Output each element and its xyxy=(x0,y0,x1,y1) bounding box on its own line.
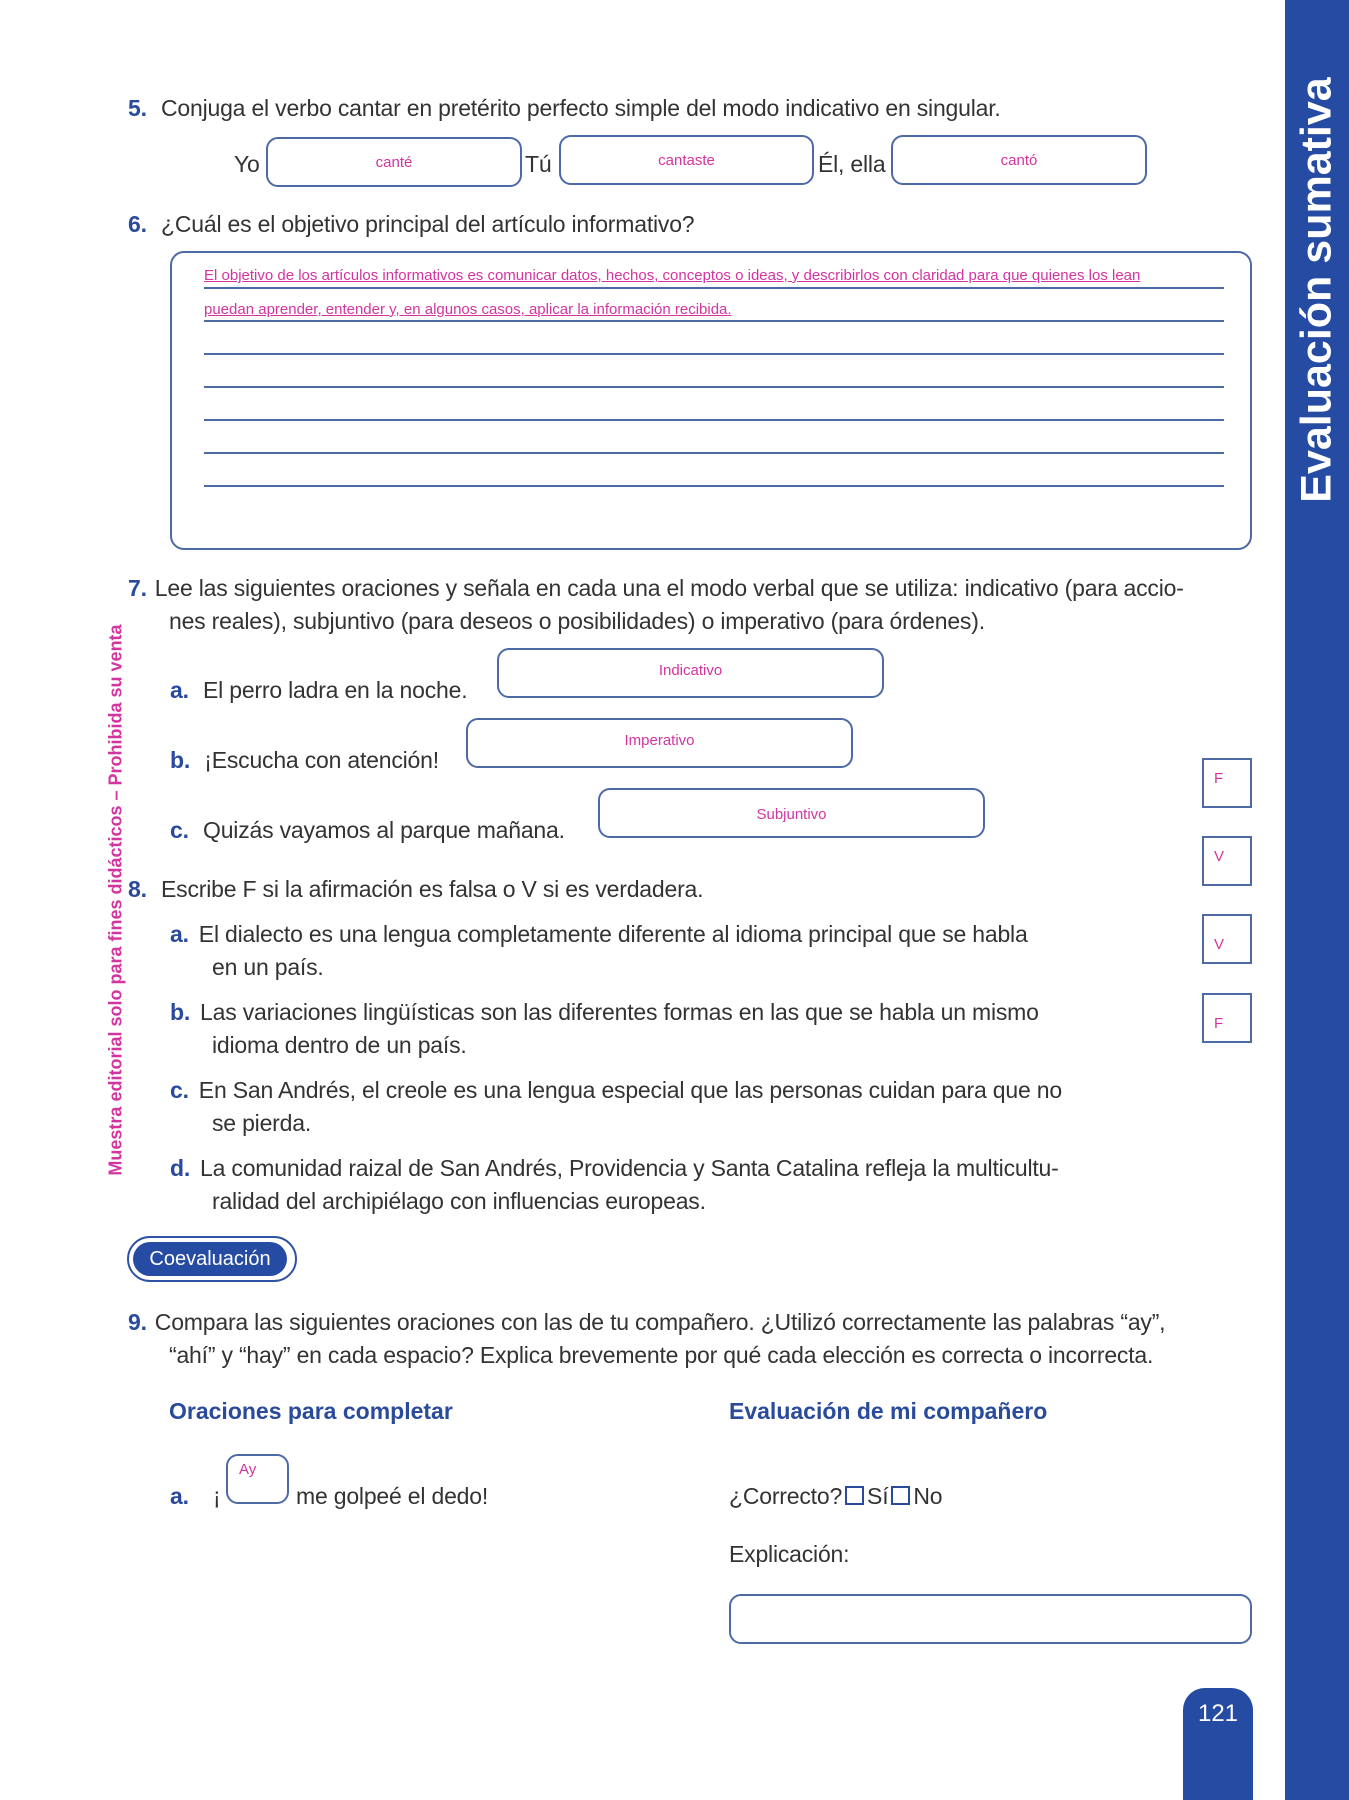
item-text-line1: La comunidad raizal de San Andrés, Providencia y Santa Catalina refleja la multicultu- xyxy=(200,1155,1059,1181)
tf-box-b[interactable] xyxy=(1202,836,1252,886)
answer-text: Indicativo xyxy=(658,662,723,679)
correct-label: ¿Correcto? xyxy=(729,1483,843,1509)
item-letter: d. xyxy=(170,1155,191,1181)
question-number: 6. xyxy=(128,211,147,237)
checkbox-si[interactable] xyxy=(845,1486,864,1505)
checkbox-no[interactable] xyxy=(891,1486,910,1505)
q7-item-a xyxy=(170,674,467,707)
answer-text: F xyxy=(1214,1015,1224,1032)
item-letter: a. xyxy=(170,921,189,947)
answer-text: V xyxy=(1214,848,1225,865)
ruled-line xyxy=(204,353,1224,355)
question-5 xyxy=(128,92,1001,125)
ruled-line xyxy=(204,287,1224,289)
question-prompt-line1: Compara las siguientes oraciones con las de tu compañero. ¿Utilizó correctamente las palabras “ay”, xyxy=(154,1309,1166,1335)
no-label: No xyxy=(913,1483,943,1509)
answer-line-1: El objetivo de los artículos informativos es comunicar datos, hechos, conceptos o ideas, y describirlos con claridad para que quienes los lean xyxy=(204,267,1141,284)
answer-box-yo[interactable] xyxy=(266,137,522,187)
question-prompt: Escribe F si la afirmación es falsa o V si es verdadera. xyxy=(161,876,704,902)
answer-box-q9-a[interactable] xyxy=(226,1454,289,1504)
ruled-line xyxy=(204,320,1224,322)
answer-line-2: puedan aprender, entender y, en algunos casos, aplicar la información recibida. xyxy=(204,301,732,318)
section-title: Evaluación sumativa xyxy=(1292,77,1341,503)
item-text-line1: En San Andrés, el creole es una lengua especial que las personas cuidan para que no xyxy=(198,1077,1062,1103)
answer-box-el-ella[interactable] xyxy=(891,135,1147,185)
question-prompt-line2: “ahí” y “hay” en cada espacio? Explica brevemente por qué cada elección es correcta o incorrecta. xyxy=(169,1342,1154,1368)
question-number: 5. xyxy=(128,95,147,121)
q8-item-c xyxy=(170,1074,1062,1140)
tf-box-c[interactable] xyxy=(1202,914,1252,964)
q7-item-c xyxy=(170,814,565,847)
label-tu: Tú xyxy=(525,151,552,177)
answer-text: Imperativo xyxy=(624,732,695,749)
item-text: El perro ladra en la noche. xyxy=(203,677,468,703)
answer-text: cantó xyxy=(1000,151,1038,169)
question-9 xyxy=(128,1306,1268,1372)
item-text: ¡Escucha con atención! xyxy=(204,747,439,773)
item-letter: a. xyxy=(170,1483,189,1509)
explanation-field[interactable] xyxy=(729,1594,1252,1644)
item-letter: a. xyxy=(170,677,189,703)
right-heading: Evaluación de mi compañero xyxy=(729,1398,1048,1424)
ruled-line xyxy=(204,386,1224,388)
tf-box-a[interactable] xyxy=(1202,758,1252,808)
item-letter: b. xyxy=(170,999,191,1025)
item-text-line2: idioma dentro de un país. xyxy=(212,1032,467,1058)
q9-item-a xyxy=(170,1480,220,1513)
ruled-line xyxy=(204,452,1224,454)
item-text-line1: Las variaciones lingüísticas son las diferentes formas en las que se habla un mismo xyxy=(200,999,1039,1025)
page-number: 121 xyxy=(1183,1688,1253,1800)
answer-text: V xyxy=(1214,936,1225,953)
question-prompt: Conjuga el verbo cantar en pretérito perfecto simple del modo indicativo en singular. xyxy=(161,95,1001,121)
item-prefix: ¡ xyxy=(213,1483,221,1509)
item-text-line2: en un país. xyxy=(212,954,324,980)
q7-item-b xyxy=(170,744,439,777)
question-number: 9. xyxy=(128,1309,147,1335)
question-6 xyxy=(128,208,694,241)
answer-text: Subjuntivo xyxy=(756,806,827,823)
question-prompt: ¿Cuál es el objetivo principal del artículo informativo? xyxy=(161,211,695,237)
answer-text: cantaste xyxy=(658,151,715,169)
ruled-line xyxy=(204,419,1224,421)
question-number: 8. xyxy=(128,876,147,902)
coevaluacion-label: Coevaluación xyxy=(133,1242,287,1276)
item-letter: c. xyxy=(170,817,189,843)
item-text: Quizás vayamos al parque mañana. xyxy=(203,817,565,843)
question-8 xyxy=(128,873,703,906)
q8-item-d xyxy=(170,1152,1059,1218)
watermark-text: Muestra editorial solo para fines didácticos – Prohibida su venta xyxy=(105,624,126,1176)
answer-box-tu[interactable] xyxy=(559,135,814,185)
item-text-line2: se pierda. xyxy=(212,1110,312,1136)
item-text-line1: El dialecto es una lengua completamente diferente al idioma principal que se habla xyxy=(198,921,1028,947)
tf-box-d[interactable] xyxy=(1202,993,1252,1043)
correct-row xyxy=(729,1480,942,1513)
question-number: 7. xyxy=(128,575,147,601)
explanation-label: Explicación: xyxy=(729,1541,850,1567)
question-prompt-line2: nes reales), subjuntivo (para deseos o posibilidades) o imperativo (para órdenes). xyxy=(169,608,985,634)
answer-text: Ay xyxy=(239,1461,257,1478)
ruled-line xyxy=(204,485,1224,487)
question-prompt-line1: Lee las siguientes oraciones y señala en cada una el modo verbal que se utiliza: indicativo (para accio- xyxy=(154,575,1184,601)
answer-text: F xyxy=(1214,770,1224,787)
answer-box-q7-a[interactable] xyxy=(497,648,884,698)
coevaluacion-badge xyxy=(127,1236,297,1282)
answer-box-q7-b[interactable] xyxy=(466,718,853,768)
item-letter: b. xyxy=(170,747,191,773)
answer-box-q7-c[interactable] xyxy=(598,788,985,838)
q8-item-b xyxy=(170,996,1039,1062)
question-7 xyxy=(128,572,1258,638)
answer-area-q6[interactable] xyxy=(170,251,1252,550)
yes-label: Sí xyxy=(867,1483,889,1509)
q8-item-a xyxy=(170,918,1028,984)
item-text-line2: ralidad del archipiélago con influencias europeas. xyxy=(212,1188,706,1214)
answer-text: canté xyxy=(375,153,413,171)
left-heading: Oraciones para completar xyxy=(169,1398,453,1424)
label-el-ella: Él, ella xyxy=(818,151,886,177)
item-suffix: me golpeé el dedo! xyxy=(296,1483,489,1509)
label-yo: Yo xyxy=(234,151,260,177)
item-letter: c. xyxy=(170,1077,189,1103)
